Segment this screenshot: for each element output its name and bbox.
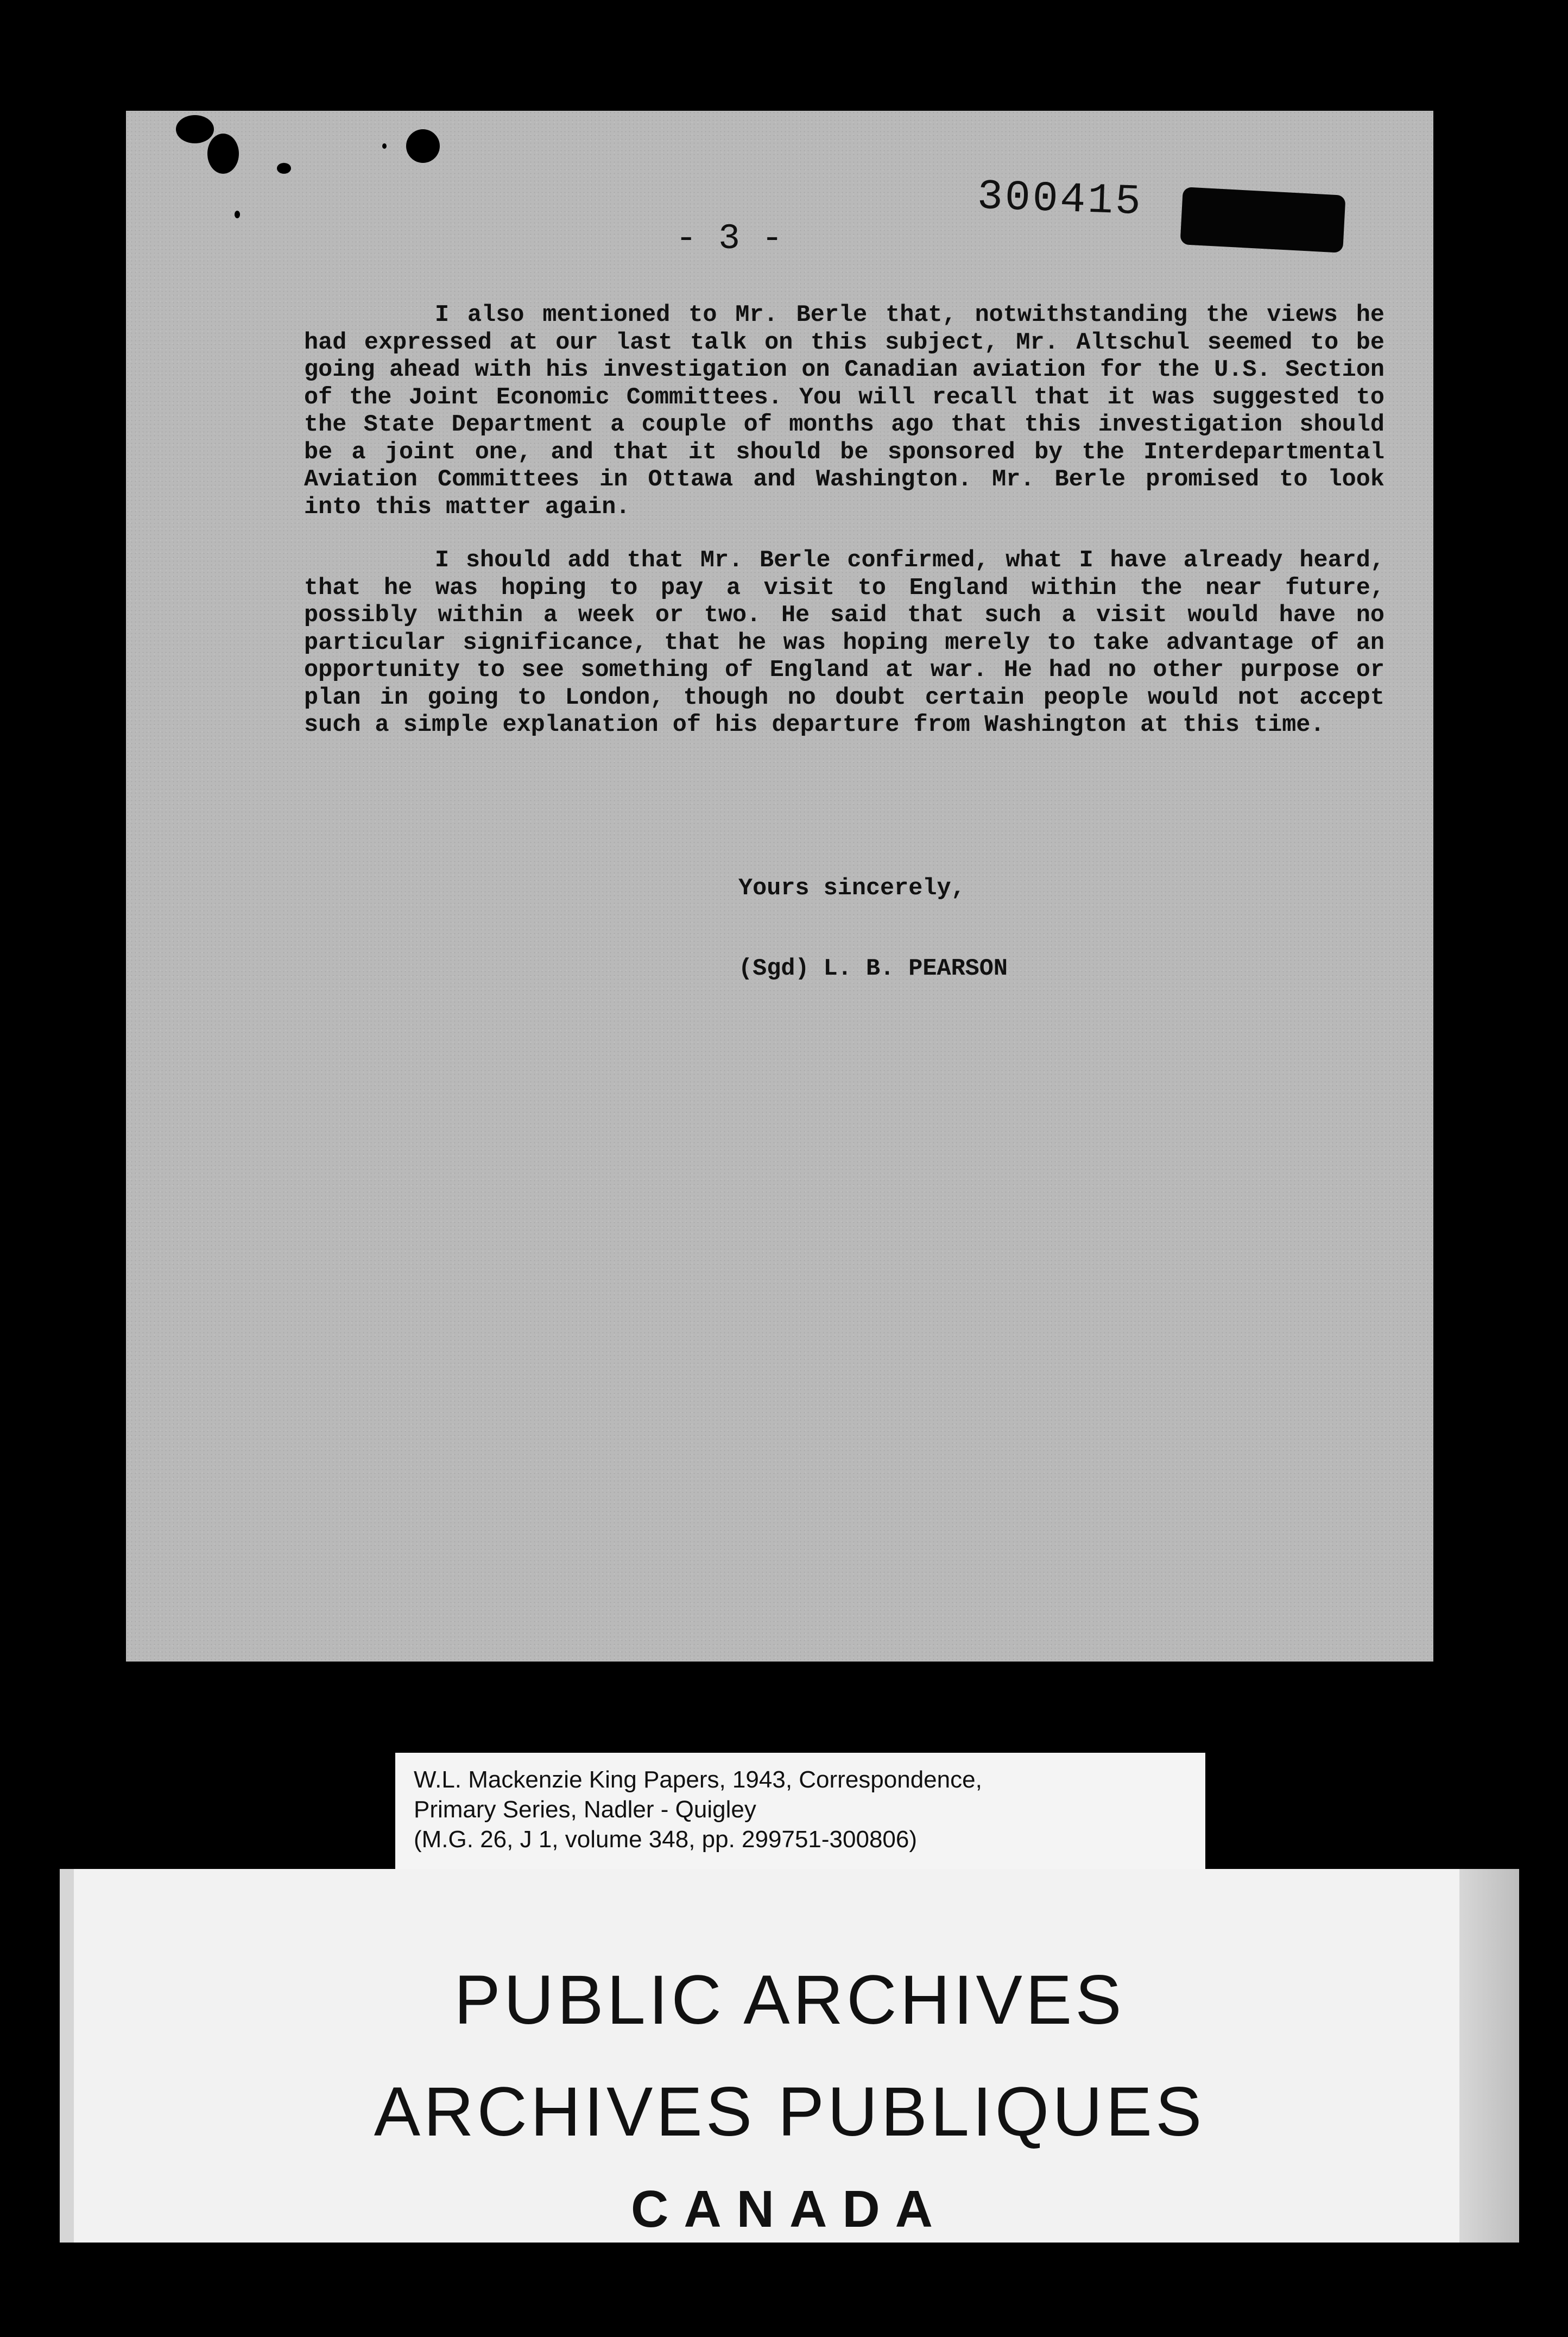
ink-blot [277, 163, 291, 174]
ink-blot [207, 134, 239, 174]
stamp-line-country: CANADA [631, 2180, 948, 2238]
ink-blot [382, 143, 387, 149]
ink-blot [235, 211, 240, 218]
stamp-line-french: ARCHIVES PUBLIQUES [374, 2073, 1205, 2151]
reference-line: (M.G. 26, J 1, volume 348, pp. 299751-300806) [414, 1826, 918, 1853]
redaction-block [1180, 187, 1345, 253]
archive-stamp [60, 1869, 1519, 2243]
letter-body [304, 302, 1384, 766]
stamp-line-english: PUBLIC ARCHIVES [454, 1961, 1125, 2039]
ink-blot [176, 115, 214, 143]
paragraph-1: I also mentioned to Mr. Berle that, notwithstanding the views he had expressed at our last talk on this subject, Mr. Altschul seemed to be going ahead with his investigation on Canadian aviation for the U.S. Section of the Joint Economic Committees. You will recall that it was suggested to the State Department a couple of months ago that this investigation should be a joint one, and that it should be sponsored by the Interdepartmental Aviation Committees in Ottawa and Washington. Mr. Berle promised to look into this matter again. [304, 302, 1384, 521]
signature: (Sgd) L. B. PEARSON [738, 956, 1008, 982]
reference-line: Primary Series, Nadler - Quigley [414, 1796, 756, 1823]
closing: Yours sincerely, [738, 875, 965, 902]
document-number: 300415 [976, 173, 1144, 227]
document-page [126, 111, 1433, 1662]
paragraph-2: I should add that Mr. Berle confirmed, what I have already heard, that he was hoping to pay a visit to England within the near future, possibly within a week or two. He said that such a visit would have no particular significance, that he was hoping merely to take advantage of an opportunity to see something of England at war. He had no other purpose or plan in going to London, though no doubt certain people would not accept such a simple explanation of his departure from Washington at this time. [304, 547, 1384, 738]
reference-label [395, 1753, 1205, 1873]
ink-blot [406, 129, 440, 163]
page-number: - 3 - [675, 218, 783, 259]
reference-line: W.L. Mackenzie King Papers, 1943, Correspondence, [414, 1766, 982, 1793]
